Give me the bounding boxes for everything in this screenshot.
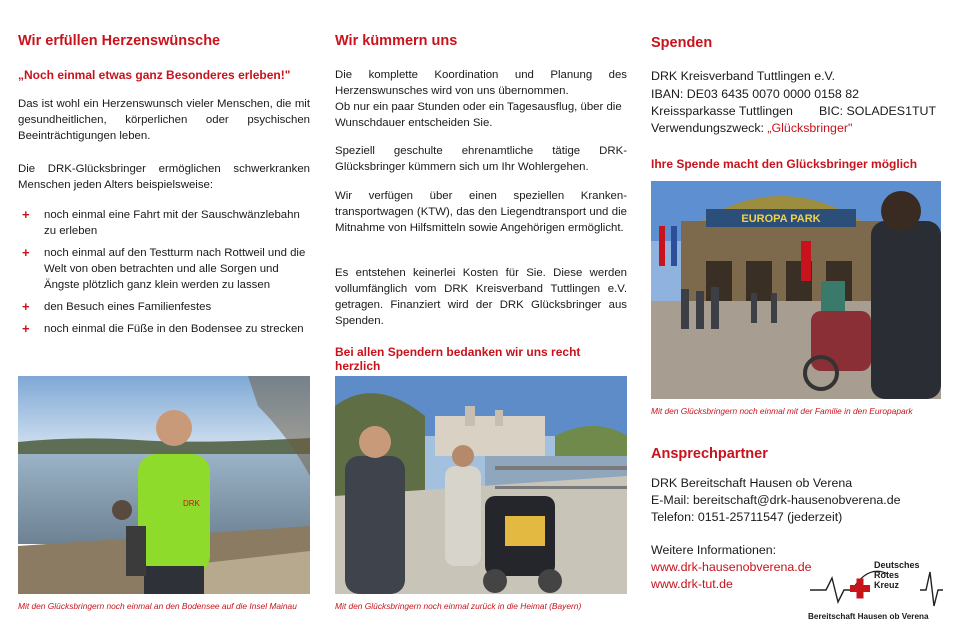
contact-email[interactable]: E-Mail: bereitschaft@drk-hausenobverena.de	[651, 493, 901, 507]
volunteers-paragraph: Speziell geschulte ehrenamtliche tätige DRK-Glücksbringer kümmern sich um Ihr Wohlergehen.	[335, 145, 627, 173]
section-title-spenden: Spenden	[651, 35, 713, 51]
shirt-drk-text: DRK	[183, 499, 200, 508]
donation-bank: Kreissparkasse Tuttlingen	[651, 104, 793, 118]
plus-icon: +	[22, 299, 30, 314]
photo-bodensee	[18, 376, 310, 594]
wish-examples-list	[18, 207, 310, 343]
list-item: + den Besuch eines Familienfestes	[22, 299, 212, 314]
thanks-heading: Bei allen Spendern bedanken wir uns recht herzlich	[335, 345, 581, 373]
more-info-label: Weitere Informationen:	[651, 543, 777, 557]
list-item: + noch einmal auf den Testturm nach Rottweil und die Welt von oben betrachten und alle Sorgen und Ängste plötzlich ganz klein werden zu lassen	[22, 245, 306, 291]
logo-text-rotes: Rotes	[874, 570, 900, 580]
costs-paragraph: Es entstehen keinerlei Kosten für Sie. Diese werden vollumfänglich vom DRK Kreisverband Tuttlingen e.V. getragen. Finanziert wird der DRK Glücksbringer aus Spenden.	[335, 267, 627, 327]
contact-org: DRK Bereitschaft Hausen ob Verena	[651, 476, 853, 490]
column-spenden	[651, 0, 943, 644]
photo-caption-heimat: Mit den Glücksbringern noch einmal zurück in die Heimat (Bayern)	[335, 601, 582, 611]
intro-paragraph: Das ist wohl ein Herzenswunsch vieler Menschen, die mit gesundheitlichen, körperlichen oder psychischen Beeinträchtigungen leben.	[18, 98, 310, 142]
donation-heading: Ihre Spende macht den Glücksbringer möglich	[651, 157, 918, 171]
photo-heimat	[335, 376, 627, 594]
plus-icon: +	[22, 321, 30, 336]
logo-text-deutsches: Deutsches	[874, 560, 920, 570]
park-sign-text: EUROPA PARK	[741, 213, 821, 225]
list-item: + noch einmal eine Fahrt mit der Sauschwänzlebahn zu erleben	[22, 207, 300, 237]
section-title-ansprechpartner: Ansprechpartner	[651, 446, 768, 462]
plus-icon: +	[22, 245, 30, 260]
logo-text-kreuz: Kreuz	[874, 580, 900, 590]
drk-logo	[808, 556, 943, 626]
donation-purpose: Verwendungszweck: „Glücksbringer"	[651, 121, 853, 135]
list-item: + noch einmal die Füße in den Bodensee zu strecken	[22, 321, 304, 336]
examples-intro-paragraph: Die DRK-Glücksbringer ermöglichen schwerkranken Menschen jeden Alters beispielsweise:	[18, 163, 310, 191]
photo-caption-europapark: Mit den Glücksbringern noch einmal mit der Familie in den Europapark	[651, 406, 913, 416]
duration-paragraph: Ob nur ein paar Stunden oder ein Tagesausflug, über die Wunschdauer entscheiden Sie.	[335, 101, 622, 129]
photo-europapark	[651, 181, 941, 399]
website-link-tut[interactable]: www.drk-tut.de	[651, 577, 733, 591]
photo-caption-bodensee: Mit den Glücksbringern noch einmal an den Bodensee auf die Insel Mainau	[18, 601, 297, 611]
ambulance-paragraph: Wir verfügen über einen speziellen Kranken-transportwagen (KTW), das den Liegendtransport und die Mitnahme von Hilfsmitteln sowie Angehörigen ermöglicht.	[335, 190, 627, 234]
donation-iban: IBAN: DE03 6435 0070 0000 0158 82	[651, 87, 860, 101]
column-wir-kuemmern-uns	[335, 0, 627, 644]
website-link-hausen[interactable]: www.drk-hausenobverena.de	[651, 560, 812, 574]
section-title-herzenswuensche: Wir erfüllen Herzenswünsche	[18, 33, 221, 49]
coordination-paragraph: Die komplette Koordination und Planung des Herzenswunsches wird von uns übernommen.	[335, 69, 627, 97]
plus-icon: +	[22, 207, 30, 222]
section-title-kuemmern: Wir kümmern uns	[335, 33, 458, 49]
donation-bic: BIC: SOLADES1TUT	[819, 104, 937, 118]
section-subtitle: „Noch einmal etwas ganz Besonderes erleben!"	[18, 68, 291, 82]
donation-org: DRK Kreisverband Tuttlingen e.V.	[651, 69, 836, 83]
contact-phone: Telefon: 0151-25711547 (jederzeit)	[651, 510, 843, 524]
column-herzenswuensche	[18, 0, 310, 644]
logo-text-bereitschaft: Bereitschaft Hausen ob Verena	[808, 612, 929, 621]
